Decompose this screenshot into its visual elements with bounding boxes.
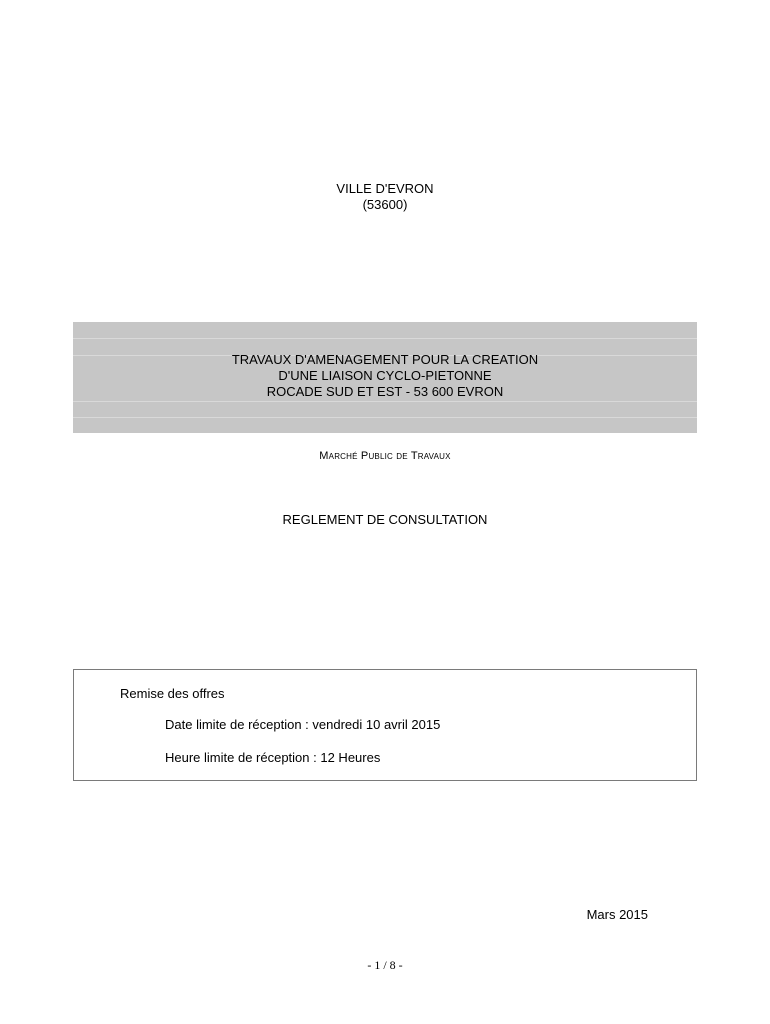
deadline-date: Date limite de réception : vendredi 10 avril 2015 — [165, 717, 441, 732]
contract-type-subtitle: Marché Public de Travaux — [319, 450, 451, 462]
page-number: - 1 / 8 - — [367, 958, 403, 972]
document-date: Mars 2015 — [586, 907, 648, 922]
deadline-time: Heure limite de réception : 12 Heures — [165, 750, 381, 765]
project-title-line: D'UNE LIAISON CYCLO-PIETONNE — [278, 368, 492, 383]
issuer-postal-code: (53600) — [362, 197, 408, 212]
band-rule — [73, 401, 697, 402]
deadline-heading: Remise des offres — [120, 686, 225, 701]
title-band — [73, 322, 697, 433]
project-title-line: TRAVAUX D'AMENAGEMENT POUR LA CREATION — [231, 352, 539, 367]
deadline-box — [73, 669, 697, 781]
issuer-name: VILLE D'EVRON — [336, 181, 434, 196]
project-title — [73, 352, 697, 400]
issuer-block — [0, 181, 770, 213]
project-title-line: ROCADE SUD ET EST - 53 600 EVRON — [266, 384, 504, 399]
document-type-heading: REGLEMENT DE CONSULTATION — [282, 512, 488, 527]
band-rule — [73, 338, 697, 339]
band-rule — [73, 417, 697, 418]
